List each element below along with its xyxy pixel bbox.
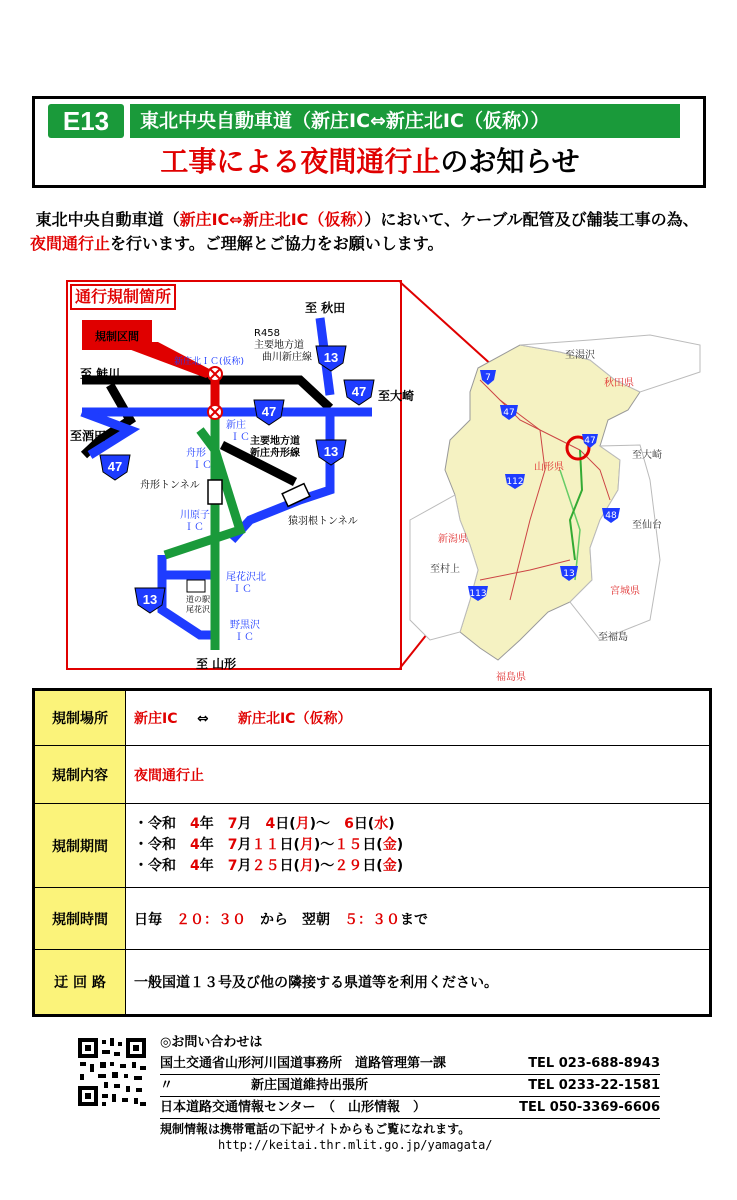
funagata-ic-suffix: ＩＣ bbox=[192, 460, 212, 471]
time-label: 規制時間 bbox=[34, 888, 126, 950]
loc-arrow-icon: ⇔ bbox=[196, 711, 209, 727]
pref-miyagi-label: 宮城県 bbox=[610, 586, 640, 597]
contact-row: 国土交通省山形河川国道事務所 道路管理第一課 TEL 023-688-8943 bbox=[160, 1053, 660, 1075]
table-row-detour bbox=[34, 950, 711, 1016]
title-red: 工事による夜間通行止 bbox=[160, 145, 441, 178]
route47-center-label: 47 bbox=[261, 404, 277, 419]
location-value bbox=[126, 690, 711, 746]
nobusawa-ic-suffix: ＩＣ bbox=[234, 632, 254, 643]
title-black: のお知らせ bbox=[440, 145, 580, 178]
funagata-tunnel-icon bbox=[208, 480, 222, 504]
period-line: ・令和 4年 7月 4日(月)～ 6日(水) bbox=[134, 816, 395, 832]
route13-bottom-label: 13 bbox=[142, 592, 158, 607]
to-yamagata-label: 至 山形 bbox=[196, 657, 237, 671]
route47-right-label: 47 bbox=[351, 384, 367, 399]
sarubane-tunnel-icon bbox=[282, 484, 310, 507]
route47-small2-label: 47 bbox=[584, 436, 596, 446]
table-row-location bbox=[34, 690, 711, 746]
nobusawa-ic-label: 野黒沢 bbox=[230, 620, 260, 631]
contact-row: 日本道路交通情報センター （ 山形情報 ） TEL 050-3369-6606 bbox=[160, 1097, 660, 1119]
pref-akita-label: 秋田県 bbox=[604, 378, 634, 389]
route113-label: 113 bbox=[469, 589, 487, 599]
to-sakata-label: 至酒田 bbox=[70, 429, 107, 443]
location-label: 規制場所 bbox=[34, 690, 126, 746]
intro-p2: ）において、ケーブル配管及び舗装工事の為、 bbox=[364, 210, 699, 229]
qr-code-icon[interactable] bbox=[76, 1036, 148, 1108]
obanazawa-ic-suffix: ＩＣ bbox=[232, 584, 252, 595]
period-label: 規制期間 bbox=[34, 804, 126, 888]
contact-row: 〃 新庄国道維持出張所 TEL 0233-22-1581 bbox=[160, 1075, 660, 1097]
michinoeki-name: 尾花沢 bbox=[186, 605, 210, 614]
route13-mid-label: 13 bbox=[323, 444, 339, 459]
funagata-road-name: 新庄舟形線 bbox=[250, 448, 300, 459]
kawarako-ic-label: 川原子 bbox=[180, 510, 210, 521]
funagata-tunnel-label: 舟形トンネル bbox=[140, 480, 200, 491]
intro-p2-red: 夜間通行止 bbox=[30, 234, 111, 253]
to-murakami-label: 至村上 bbox=[430, 564, 460, 575]
michinoeki-label: 道の駅 bbox=[186, 595, 210, 604]
to-yuzawa-label: 至湯沢 bbox=[565, 350, 595, 361]
r458-road-type: 主要地方道 bbox=[254, 340, 304, 351]
to-sendai-label: 至仙台 bbox=[632, 520, 662, 531]
shinjo-ic-label: 新庄 bbox=[226, 420, 246, 431]
to-osaki-small-label: 至大崎 bbox=[632, 450, 662, 461]
intro-p1-red: 新庄IC⇔新庄北IC（仮称） bbox=[179, 210, 365, 229]
route-name: 東北中央自動車道（新庄IC⇔新庄北IC（仮称）） bbox=[130, 104, 680, 138]
route47-left-label: 47 bbox=[107, 459, 123, 474]
period-line: ・令和 4年 7月２５日(月)～２９日(金) bbox=[134, 858, 404, 874]
route47-small-label: 47 bbox=[503, 408, 515, 418]
restricted-label: 規制区間 bbox=[95, 330, 139, 343]
to-akita-label: 至 秋田 bbox=[305, 301, 346, 315]
mobile-note: 規制情報は携帯電話の下記サイトからもご覧になれます。 bbox=[160, 1122, 471, 1136]
shinjokita-ic-label: 新庄北ＩＣ(仮称) bbox=[174, 357, 245, 367]
sarubane-tunnel-label: 猿羽根トンネル bbox=[288, 516, 358, 527]
content-label: 規制内容 bbox=[34, 746, 126, 804]
pref-niigata-label: 新潟県 bbox=[438, 534, 468, 545]
michinoeki-icon bbox=[187, 580, 205, 592]
table-row-content bbox=[34, 746, 711, 804]
pref-fukushima-label: 福島県 bbox=[496, 672, 526, 683]
loc-b: 新庄北IC（仮称） bbox=[237, 711, 352, 727]
to-osaki-label: 至大崎 bbox=[378, 389, 415, 403]
restriction-table bbox=[32, 688, 712, 1017]
kawarako-ic-suffix: ＩＣ bbox=[184, 522, 204, 533]
route48-label: 48 bbox=[605, 511, 617, 521]
table-row-time bbox=[34, 888, 711, 950]
e13-badge: E13 bbox=[48, 104, 124, 138]
period-line: ・令和 4年 7月１１日(月)～１５日(金) bbox=[134, 837, 404, 853]
to-sakegawa-label: 至 鮭川 bbox=[80, 367, 121, 381]
pref-yamagata-label: 山形県 bbox=[534, 462, 564, 473]
time-value: 日毎 ２０：３０ から 翌朝 ５：３０まで bbox=[126, 888, 711, 950]
obanazawa-ic-label: 尾花沢北 bbox=[226, 572, 266, 583]
period-value bbox=[126, 804, 711, 888]
detour-label: 迂 回 路 bbox=[34, 950, 126, 1016]
shinjo-ic-suffix: ＩＣ bbox=[230, 432, 250, 443]
mobile-url-link[interactable]: http://keitai.thr.mlit.go.jp/yamagata/ bbox=[218, 1138, 493, 1152]
funagata-road-type: 主要地方道 bbox=[250, 436, 300, 447]
route13-top-label: 13 bbox=[323, 350, 339, 365]
contact-block bbox=[160, 1032, 660, 1119]
r458-label: R458 bbox=[254, 328, 281, 339]
prefecture-map bbox=[410, 335, 700, 660]
loc-a: 新庄IC bbox=[134, 711, 178, 727]
content-value: 夜間通行止 bbox=[126, 746, 711, 804]
map-title: 通行規制箇所 bbox=[70, 284, 176, 310]
intro-p3: を行います。ご理解とご協力をお願いします。 bbox=[110, 234, 444, 253]
funagata-ic-label: 舟形 bbox=[186, 448, 206, 459]
table-row-period bbox=[34, 804, 711, 888]
contact-heading: ◎お問い合わせは bbox=[160, 1035, 263, 1050]
detour-value: 一般国道１３号及び他の隣接する県道等を利用ください。 bbox=[126, 950, 711, 1016]
to-fukushima-label: 至福島 bbox=[598, 632, 628, 643]
route112-label: 112 bbox=[506, 477, 524, 487]
intro-p1: 東北中央自動車道（ bbox=[35, 210, 180, 229]
route7-label: 7 bbox=[485, 373, 491, 383]
route13-small-label: 13 bbox=[563, 569, 575, 579]
r458-road-name: 曲川新庄線 bbox=[262, 352, 312, 363]
